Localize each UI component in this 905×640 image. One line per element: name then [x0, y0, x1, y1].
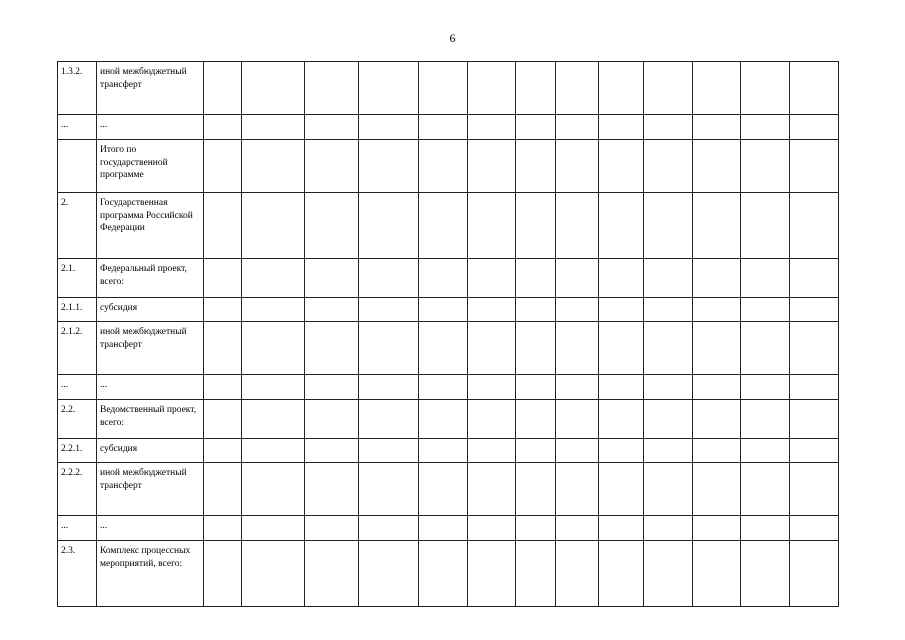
- table-row: [58, 193, 839, 259]
- table-row: [58, 463, 839, 516]
- table-row: [58, 439, 839, 463]
- row-number: 2.1.1.: [58, 298, 97, 322]
- row-number: 2.: [58, 193, 97, 259]
- row-name: Итого по государственной программе: [97, 140, 204, 193]
- row-number: 2.2.2.: [58, 463, 97, 516]
- row-number: 2.2.: [58, 400, 97, 439]
- row-name: иной межбюджетный трансферт: [97, 463, 204, 516]
- budget-table: [57, 61, 839, 607]
- row-name: ...: [97, 375, 204, 400]
- row-name: субсидия: [97, 439, 204, 463]
- row-name: Федеральный проект, всего:: [97, 259, 204, 298]
- table-row: [58, 298, 839, 322]
- row-number: ...: [58, 375, 97, 400]
- row-name: Ведомственный проект, всего:: [97, 400, 204, 439]
- table-row: [58, 322, 839, 375]
- table-row: [58, 140, 839, 193]
- table-row: [58, 375, 839, 400]
- row-number: 2.1.2.: [58, 322, 97, 375]
- table-row: [58, 516, 839, 541]
- row-number: 2.2.1.: [58, 439, 97, 463]
- page-number: 6: [449, 31, 456, 45]
- row-number: 2.1.: [58, 259, 97, 298]
- row-number: 2.3.: [58, 541, 97, 607]
- row-name: ...: [97, 516, 204, 541]
- row-number: ...: [58, 115, 97, 140]
- row-number: ...: [58, 516, 97, 541]
- table-row: [58, 259, 839, 298]
- row-name: Комплекс процессных мероприятий, всего:: [97, 541, 204, 607]
- row-name: иной межбюджетный трансферт: [97, 322, 204, 375]
- row-name: Государственная программа Российской Федерации: [97, 193, 204, 259]
- row-name: иной межбюджетный трансферт: [97, 62, 204, 115]
- row-number: 1.3.2.: [58, 62, 97, 115]
- table-row: [58, 62, 839, 115]
- row-name: субсидия: [97, 298, 204, 322]
- table-row: [58, 541, 839, 607]
- table-row: [58, 400, 839, 439]
- row-name: ...: [97, 115, 204, 140]
- table-row: [58, 115, 839, 140]
- row-number: [58, 140, 97, 193]
